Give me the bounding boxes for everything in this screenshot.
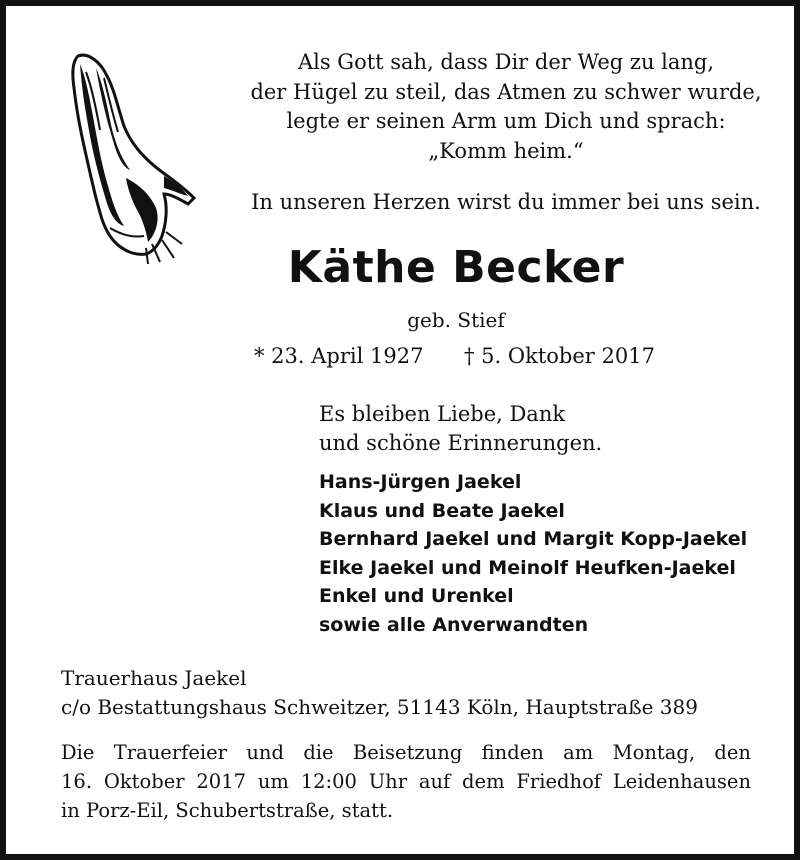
mourner: Klaus und Beate Jaekel bbox=[319, 499, 565, 522]
birth-name: geb. Stief bbox=[407, 308, 505, 332]
mourner: Bernhard Jaekel und Margit Kopp-Jaekel bbox=[319, 528, 748, 550]
mourning-house bbox=[61, 664, 698, 722]
mourner: Hans-Jürgen Jaekel bbox=[319, 471, 522, 493]
praying-hands-icon bbox=[66, 48, 206, 268]
mourner: Elke Jaekel und Meinolf Heufken-Jaekel bbox=[319, 556, 736, 579]
service-info bbox=[61, 738, 751, 825]
poem-line: der Hügel zu steil, das Atmen zu schwer wurde, bbox=[250, 79, 762, 104]
legacy-text bbox=[319, 400, 602, 458]
poem-line: Als Gott sah, dass Dir der Weg zu lang, bbox=[297, 50, 715, 74]
poem-line: legte er seinen Arm um Dich und sprach: bbox=[286, 109, 726, 133]
house-line: Trauerhaus Jaekel bbox=[61, 666, 247, 690]
mourner: sowie alle Anverwandten bbox=[319, 613, 589, 636]
mourners-list bbox=[319, 468, 747, 639]
service-line: Die Trauerfeier und die Beisetzung finden am Montag, den bbox=[61, 741, 751, 764]
heart-line: In unseren Herzen wirst du immer bei uns sein. bbox=[251, 190, 761, 214]
house-line: c/o Bestattungshaus Schweitzer, 51143 Köln, Hauptstraße 389 bbox=[61, 695, 698, 719]
legacy-line: und schöne Erinnerungen. bbox=[319, 431, 603, 455]
poem bbox=[246, 48, 766, 166]
poem-line: „Komm heim.“ bbox=[428, 138, 584, 163]
death-date: † 5. Oktober 2017 bbox=[464, 344, 655, 368]
service-line: in Porz-Eil, Schubertstraße, statt. bbox=[61, 799, 394, 822]
birth-date: * 23. April 1927 bbox=[254, 344, 424, 368]
mourner: Enkel und Urenkel bbox=[319, 585, 514, 607]
deceased-name: Käthe Becker bbox=[287, 242, 625, 293]
service-line: 16. Oktober 2017 um 12:00 Uhr auf dem Friedhof Leidenhausen bbox=[61, 770, 751, 793]
legacy-line: Es bleiben Liebe, Dank bbox=[319, 402, 566, 426]
